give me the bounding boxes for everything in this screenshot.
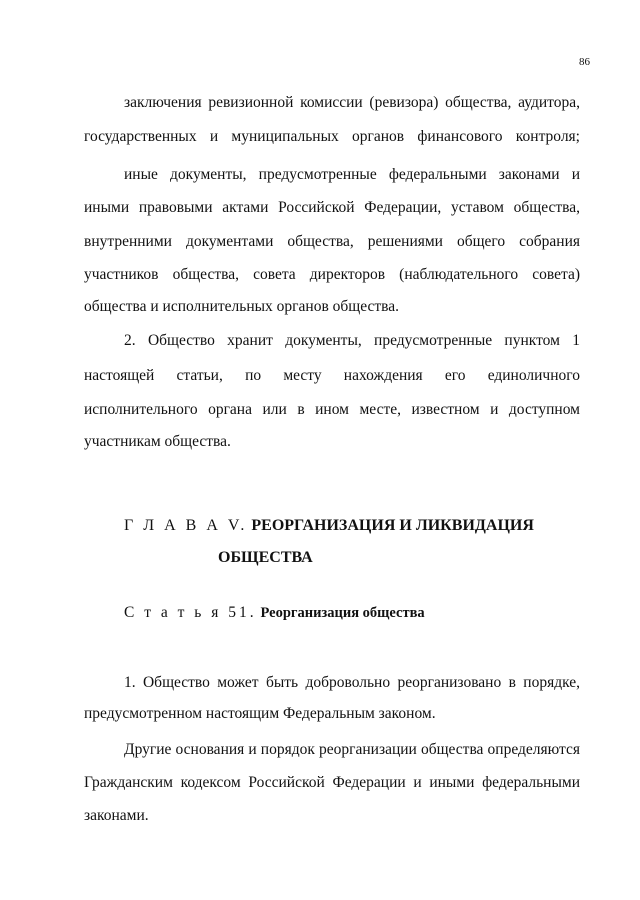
chapter-label: Г Л А В А V. [124,517,248,534]
chapter-heading [124,516,534,536]
text-line: настоящей статьи, по месту нахождения его единоличного [84,367,580,384]
text-line: 1. Общество может быть добровольно реорганизовано в порядке, [124,674,580,691]
article-label: С т а т ь я 51. [124,604,257,621]
text-line: общества и исполнительных органов общества. [84,298,399,315]
chapter-title: РЕОРГАНИЗАЦИЯ И ЛИКВИДАЦИЯ [251,517,534,534]
chapter-title-continued: ОБЩЕСТВА [218,549,313,566]
article-title: Реорганизация общества [260,605,425,621]
text-line: участникам общества. [84,433,231,450]
text-line: Гражданским кодексом Российской Федерации и иными федеральными [84,774,580,791]
text-line: иные документы, предусмотренные федеральными законами и [124,166,580,183]
text-line: 2. Общество хранит документы, предусмотренные пунктом 1 [124,332,580,349]
text-line: иными правовыми актами Российской Федерации, уставом общества, [84,199,580,216]
text-line: заключения ревизионной комиссии (ревизора) общества, аудитора, [124,94,580,111]
page-number: 86 [579,56,590,68]
text-line: государственных и муниципальных органов финансового контроля; [84,128,580,145]
text-line: законами. [84,807,149,824]
text-line: участников общества, совета директоров (наблюдательного совета) [84,266,580,283]
text-line: внутренними документами общества, решениями общего собрания [84,233,580,250]
text-line: предусмотренном настоящим Федеральным законом. [84,705,436,722]
text-line: Другие основания и порядок реорганизации общества определяются [124,741,580,758]
text-line: исполнительного органа или в ином месте, известном и доступном [84,401,580,418]
article-heading [124,603,425,623]
